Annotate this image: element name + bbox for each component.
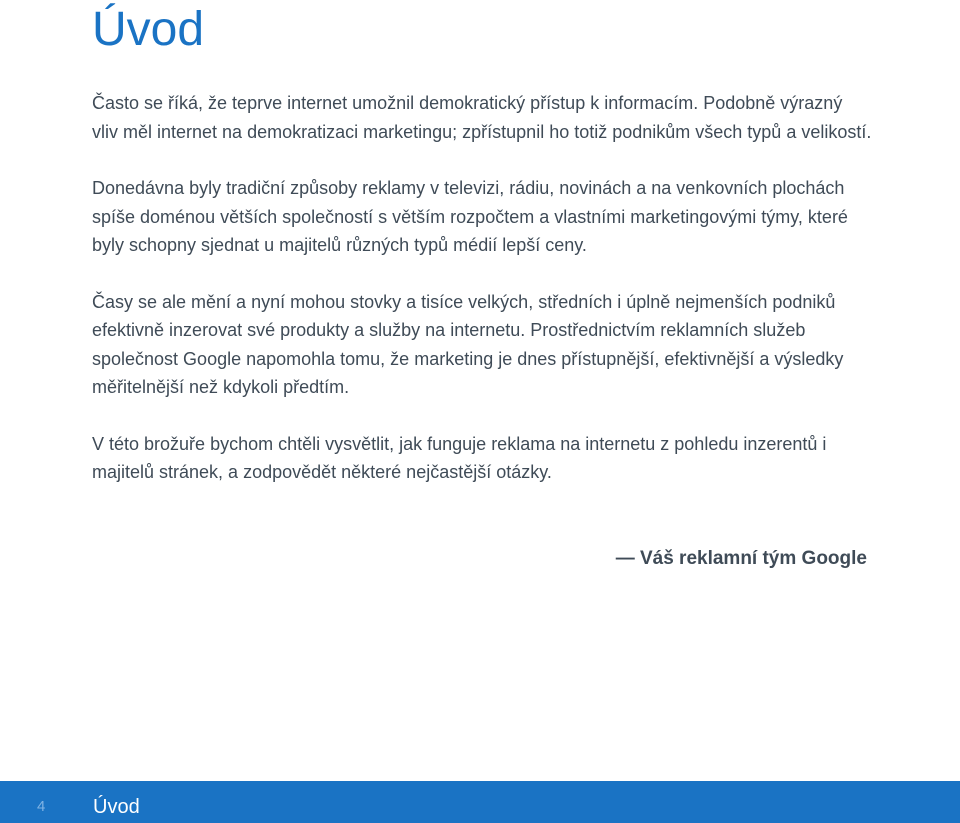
paragraph-traditional-advertising: Donedávna byly tradiční způsoby reklamy v televizi, rádiu, novinách a na venkovních plochách spíše doménou větších společností s větším rozpočtem a vlastními marketingovými týmy, které byly schopny sjednat u majitelů různých typů médií lepší ceny. bbox=[92, 178, 848, 255]
paragraph-times-change: Časy se ale mění a nyní mohou stovky a tisíce velkých, středních i úplně nejmenších podniků efektivně inzerovat své produkty a služby na internetu. Prostřednictvím reklamních služeb společnost Google napomohla tomu, že marketing je dnes přístupnější, efektivnější a výsledky měřitelnější než kdykoli předtím. bbox=[92, 291, 844, 397]
body-text bbox=[92, 89, 872, 515]
footer-section-title: Úvod bbox=[93, 796, 140, 818]
paragraph-brochure-purpose: V této brožuře bychom chtěli vysvětlit, jak funguje reklama na internetu z pohledu inzerentů i majitelů stránek, a zodpovědět některé nejčastější otázky. bbox=[92, 433, 827, 482]
page-title: Úvod bbox=[92, 3, 205, 56]
paragraph-intro: Často se říká, že teprve internet umožnil demokratický přístup k informacím. Podobně výrazný vliv měl internet na demokratizaci marketingu; zpřístupnil ho totiž podnikům všech typů a velikostí. bbox=[92, 93, 872, 142]
page-number: 4 bbox=[37, 798, 46, 815]
footer-bar bbox=[0, 781, 960, 823]
signature: — Váš reklamní tým Google bbox=[615, 548, 867, 569]
